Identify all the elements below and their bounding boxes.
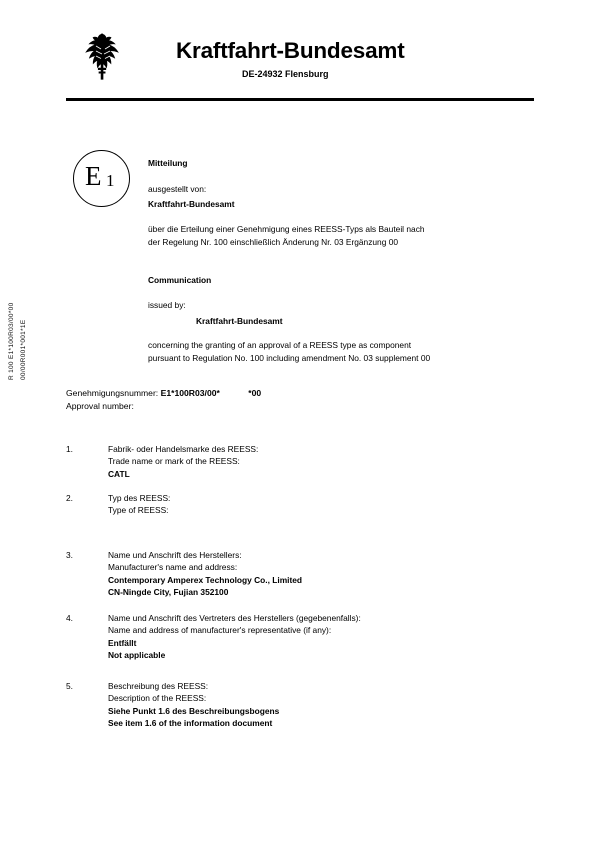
ausgestellt-von-label: ausgestellt von: bbox=[148, 184, 207, 194]
concerning-paragraph bbox=[148, 339, 538, 364]
item-line: Description of the REESS: bbox=[108, 693, 207, 704]
item-line: See item 1.6 of the information document bbox=[108, 717, 273, 728]
uber-line-1: über die Erteilung einer Genehmigung eines REESS-Typs als Bauteil nach bbox=[148, 224, 425, 234]
item-line: Beschreibung des REESS: bbox=[108, 681, 209, 691]
approval-number-suffix: *00 bbox=[248, 388, 262, 398]
mitteilung-heading: Mitteilung bbox=[148, 158, 188, 168]
issued-by-value: Kraftfahrt-Bundesamt bbox=[196, 316, 283, 326]
page-title: Kraftfahrt-Bundesamt bbox=[176, 38, 405, 63]
stamp-number: 1 bbox=[106, 171, 115, 190]
federal-eagle-emblem-icon bbox=[72, 28, 134, 90]
side-margin-text-right: R 100 E1*100R03/00*00 bbox=[8, 302, 15, 380]
concerning-line-1: concerning the granting of an approval of a REESS type as component bbox=[148, 340, 412, 350]
item-line: Name und Anschrift des Herstellers: bbox=[108, 550, 242, 560]
header-subtitle: DE-24932 Flensburg bbox=[242, 69, 329, 79]
item-index: 5. bbox=[66, 681, 73, 691]
item-line: Contemporary Amperex Technology Co., Limited bbox=[108, 574, 303, 585]
approval-number-value: E1*100R03/00* bbox=[160, 388, 220, 398]
issued-by-label: issued by: bbox=[148, 300, 186, 310]
item-index: 2. bbox=[66, 493, 73, 503]
approval-number-block bbox=[66, 387, 261, 413]
communication-heading: Communication bbox=[148, 275, 212, 285]
item-index: 4. bbox=[66, 613, 73, 623]
item-line: Siehe Punkt 1.6 des Beschreibungsbogens bbox=[108, 705, 280, 716]
side-margin-text-left: 00/00R001*001*1E bbox=[20, 319, 27, 380]
item-line: Manufacturer's name and address: bbox=[108, 562, 238, 573]
approval-label-en: Approval number: bbox=[66, 401, 134, 411]
approval-mark-stamp bbox=[73, 150, 130, 207]
uber-paragraph bbox=[148, 223, 538, 248]
item-line: Trade name or mark of the REESS: bbox=[108, 456, 240, 467]
stamp-letter: E bbox=[85, 161, 102, 191]
item-body bbox=[108, 549, 528, 598]
item-line: Not applicable bbox=[108, 649, 166, 660]
item-line: Entfällt bbox=[108, 637, 137, 648]
item-line: Name and address of manufacturer's representative (if any): bbox=[108, 625, 332, 636]
item-index: 1. bbox=[66, 444, 73, 454]
item-index: 3. bbox=[66, 550, 73, 560]
item-line: CN-Ningde City, Fujian 352100 bbox=[108, 586, 229, 597]
item-line: Typ des REESS: bbox=[108, 493, 171, 503]
item-line: Type of REESS: bbox=[108, 505, 169, 516]
approval-label-de: Genehmigungsnummer: bbox=[66, 388, 159, 398]
item-body bbox=[108, 680, 528, 729]
item-line: CATL bbox=[108, 468, 130, 479]
item-body bbox=[108, 443, 528, 480]
concerning-line-2: pursuant to Regulation No. 100 including amendment No. 03 supplement 00 bbox=[148, 352, 431, 363]
header-divider bbox=[66, 98, 534, 101]
uber-line-2: der Regelung Nr. 100 einschließlich Änderung Nr. 03 Ergänzung 00 bbox=[148, 236, 399, 247]
item-body bbox=[108, 612, 528, 661]
item-line: Name und Anschrift des Vertreters des Herstellers (gegebenenfalls): bbox=[108, 613, 361, 623]
approval-number-line bbox=[66, 387, 261, 400]
item-line: Fabrik- oder Handelsmarke des REESS: bbox=[108, 444, 259, 454]
item-body bbox=[108, 492, 528, 517]
ausgestellt-von-value: Kraftfahrt-Bundesamt bbox=[148, 199, 235, 209]
document-header bbox=[66, 24, 534, 98]
